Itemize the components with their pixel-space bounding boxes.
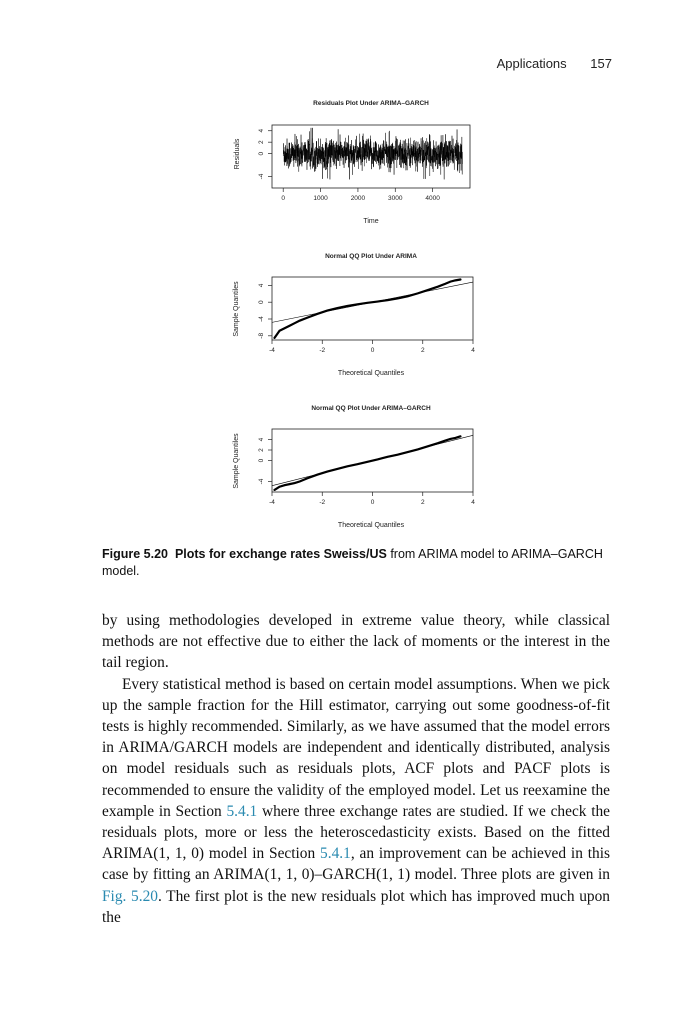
section-link-1[interactable]: 5.4.1 [226, 802, 258, 820]
qq-plot-arima-svg [230, 250, 490, 378]
residuals-plot-xlabel: Time [363, 218, 379, 225]
qq-plot-arima-garch-xlabel: Theoretical Quantiles [337, 522, 405, 529]
y-tick-label: -4 [258, 316, 265, 322]
running-header [0, 56, 612, 71]
figure-caption [102, 546, 614, 580]
qq-point [460, 435, 462, 437]
residuals-plot-title: Residuals Plot Under ARIMA–GARCH [313, 100, 429, 107]
qq-point [460, 279, 462, 281]
qq-point [279, 330, 281, 332]
y-tick-label: -8 [258, 332, 265, 339]
qq-point [289, 483, 291, 485]
qq-plot-arima-xlabel: Theoretical Quantiles [337, 370, 405, 377]
qq-reference-line [272, 282, 473, 322]
qq-points-curve [275, 280, 461, 338]
figure-caption-bold: Plots for exchange rates Sweiss/US [174, 547, 387, 561]
y-tick-label: 0 [258, 151, 265, 156]
qq-plot-arima-title: Normal QQ Plot Under ARIMA [325, 253, 417, 260]
y-tick-label: 4 [258, 128, 265, 133]
qq-point [279, 486, 281, 488]
x-tick-label: -2 [319, 499, 326, 506]
paragraph-2-part-b: where three exchange rates are studied. If we check the residuals plots, more or less the heteroscedasticity exists. Based on the fitted ARIMA(1, 1, 0) model in Section [102, 802, 610, 863]
qq-point [289, 325, 291, 327]
y-tick-label: -4 [258, 478, 265, 485]
x-tick-label: 2 [420, 499, 425, 506]
qq-point [284, 327, 286, 329]
qq-plot-arima-garch-title: Normal QQ Plot Under ARIMA–GARCH [311, 405, 431, 412]
x-tick-label: -4 [269, 499, 275, 506]
x-tick-label: 0 [370, 347, 375, 354]
body-text [102, 610, 610, 928]
paragraph-1: by using methodologies developed in extreme value theory, while classical methods are not effective due to either the lack of moments or the interest in the tail region. [102, 612, 610, 672]
x-tick-label: 4000 [425, 195, 440, 202]
qq-point [284, 484, 286, 486]
page-number: 157 [590, 56, 612, 71]
residuals-plot-svg [230, 98, 490, 226]
residuals-plot [230, 98, 490, 228]
paragraph-2-part-a: Every statistical method is based on certain model assumptions. When we pick up the sample fraction for the Hill estimator, carrying out some goodness-of-fit tests is highly recommended. Similarly, as we have assumed that the model errors in ARIMA/GARCH models are independent and identically distributed, analysis on model residuals such as residuals plots, ACF plots and PACF plots is recommended to ensure the validity of the employed model. Let us reexamine the example in Section [102, 675, 610, 820]
x-tick-label: -2 [319, 347, 326, 354]
figure-link[interactable]: Fig. 5.20 [102, 887, 158, 905]
x-tick-label: 0 [281, 195, 286, 202]
y-tick-label: 0 [258, 458, 265, 463]
x-tick-label: 2 [420, 347, 425, 354]
qq-plot-arima-garch-ylabel: Sample Quantiles [233, 433, 240, 489]
x-tick-label: 4 [471, 499, 475, 506]
y-tick-label: -4 [258, 173, 265, 180]
x-tick-label: 4 [471, 347, 475, 354]
paragraph-2-part-c: , an improvement can be achieved in this case by fitting an ARIMA(1, 1, 0)–GARCH(1, 1) model. Three plots are given in [102, 845, 610, 884]
figure-caption-rest: from ARIMA model to ARIMA–GARCH model. [102, 547, 603, 578]
qq-point [274, 489, 276, 491]
plot-frame [272, 277, 473, 340]
qq-point [449, 281, 451, 283]
figure-label: Figure 5.20 [102, 547, 168, 561]
y-tick-label: 4 [258, 437, 265, 442]
qq-plot-arima-ylabel: Sample Quantiles [233, 281, 240, 337]
qq-plot-arima-garch-svg [230, 402, 490, 530]
y-tick-label: 2 [258, 140, 265, 144]
x-tick-label: 2000 [350, 195, 366, 202]
qq-point [455, 279, 457, 281]
y-tick-label: 4 [258, 283, 265, 288]
paragraph-2-part-d: . The first plot is the new residuals plot which has improved much upon the [102, 887, 610, 926]
residuals-series-line [283, 128, 462, 180]
qq-point [455, 437, 457, 439]
running-header-section: Applications [496, 56, 567, 71]
paragraph-2 [102, 674, 610, 928]
x-tick-label: 1000 [313, 195, 328, 202]
y-tick-label: 0 [258, 300, 265, 305]
qq-plot-arima [230, 250, 490, 380]
qq-plot-arima-garch [230, 402, 490, 532]
section-link-2[interactable]: 5.4.1 [320, 845, 351, 863]
qq-reference-line [272, 435, 473, 485]
residuals-plot-ylabel: Residuals [234, 138, 241, 170]
qq-points-curve [275, 436, 461, 490]
qq-point [449, 438, 451, 440]
qq-point [274, 337, 276, 339]
y-tick-label: 2 [258, 448, 265, 452]
x-tick-label: 3000 [388, 195, 403, 202]
x-tick-label: 0 [370, 499, 375, 506]
x-tick-label: -4 [269, 347, 275, 354]
